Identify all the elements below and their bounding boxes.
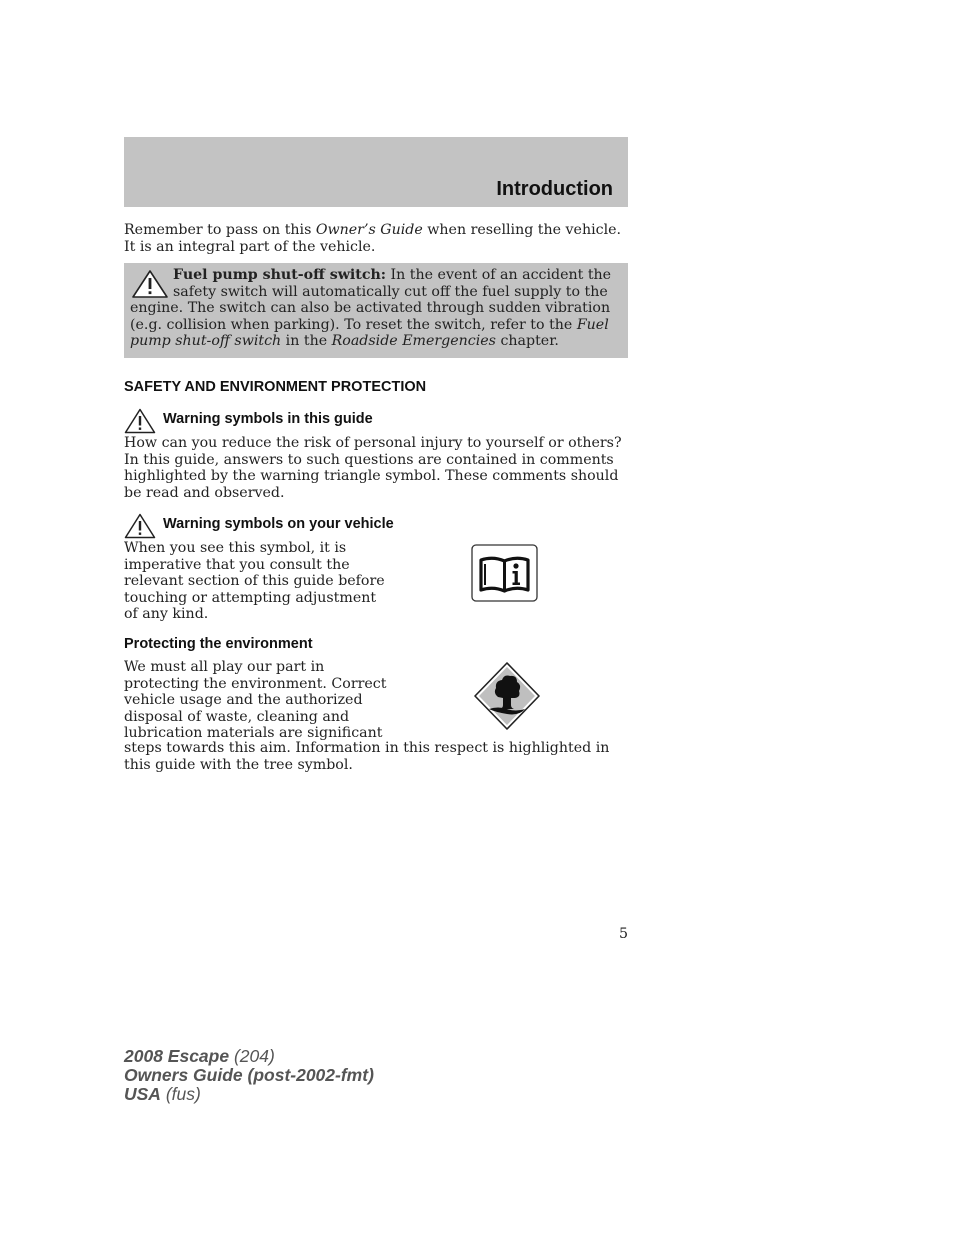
roadside-emergencies-ref: Roadside Emergencies (331, 333, 496, 349)
section-heading: SAFETY AND ENVIRONMENT PROTECTION (124, 379, 427, 395)
guide-symbols-body: How can you reduce the risk of personal injury to yourself or others? In this guide, answers to such questions are contained in comments highlighted by the warning triangle symbol. These comments should be read and observed. (124, 435, 622, 501)
footer-model-code: (204) (233, 1046, 275, 1066)
warning-triangle-icon (124, 513, 156, 539)
guide-name: Owner’s Guide (315, 222, 423, 238)
vehicle-symbols-body: When you see this symbol, it is imperative that you consult the relevant section of this guide before touching or attempting adjustment of any kind. (124, 540, 385, 622)
warning-triangle-icon (124, 408, 156, 434)
document-footer (124, 1047, 374, 1104)
footer-market: USA (124, 1084, 161, 1104)
fuel-pump-warning-box: Fuel pump shut-off switch: In the event of an accident the safety switch will automatically cut off the fuel supply to the engine. The switch can also be activated through sudden vibration (e.g. collision when parking). To reset the switch, refer to the Fuel pump shut-off switch in the Roadside Emergencies chapter. (124, 263, 628, 358)
vehicle-symbols-heading: Warning symbols on your vehicle (163, 516, 394, 532)
owner-guide-book-icon (471, 544, 538, 602)
page-number: 5 (618, 926, 628, 942)
chapter-title: Introduction (496, 178, 613, 200)
tree-symbol-icon (473, 661, 541, 731)
environment-body: We must all play our part in protecting the environment. Correct vehicle usage and the authorized disposal of waste, cleaning and lubrication materials are significant (124, 659, 387, 741)
fuel-warning-label: Fuel pump shut-off switch: (173, 267, 387, 283)
guide-symbols-heading: Warning symbols in this guide (163, 411, 373, 427)
environment-heading: Protecting the environment (124, 636, 313, 652)
footer-guide: Owners Guide (post-2002-fmt) (124, 1065, 374, 1085)
footer-model: 2008 Escape (124, 1046, 230, 1066)
footer-market-code: (fus) (165, 1084, 201, 1104)
chapter-header (124, 137, 628, 207)
environment-body-tail: steps towards this aim. Information in this respect is highlighted in this guide with the tree symbol. (124, 740, 610, 773)
fuel-pump-switch-ref: Fuel pump shut-off switch (130, 316, 609, 349)
warning-triangle-icon (130, 269, 170, 299)
intro-paragraph: Remember to pass on this Owner’s Guide when reselling the vehicle. It is an integral part of the vehicle. (124, 222, 622, 255)
